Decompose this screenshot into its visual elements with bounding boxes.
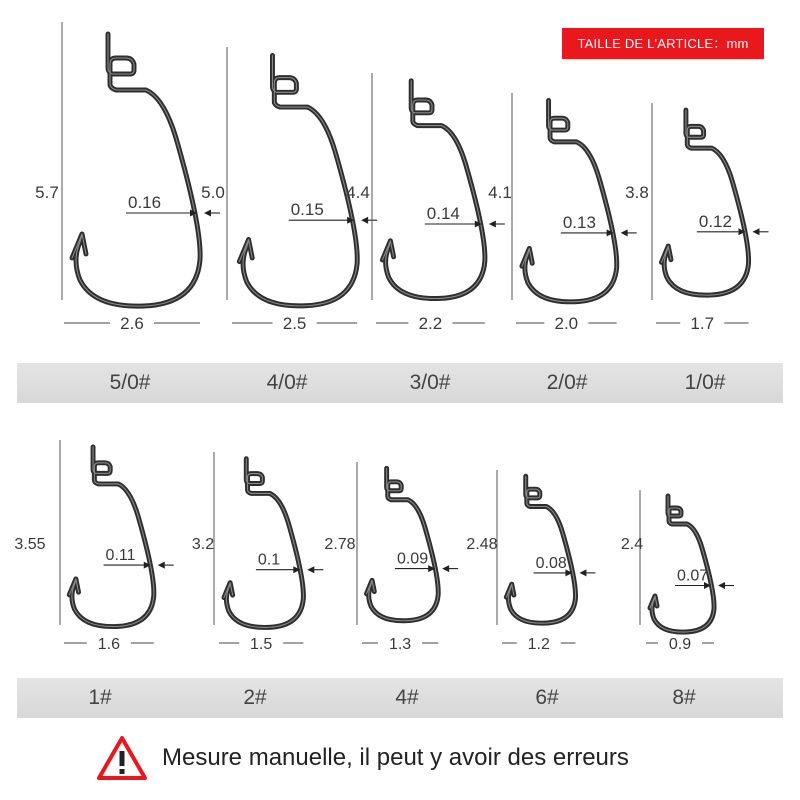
hook-size-label: 4/0# bbox=[266, 371, 308, 394]
length-label: 2.78 bbox=[324, 536, 356, 553]
gauge-label: 0.07 bbox=[677, 567, 709, 585]
gauge-label: 0.12 bbox=[698, 211, 732, 231]
hook-7 bbox=[192, 452, 323, 653]
badge-label: TAILLE DE L'ARTICLE： bbox=[577, 36, 727, 51]
hook-size-label: 8# bbox=[672, 686, 696, 709]
measurement-warning bbox=[96, 735, 736, 781]
fishing-hook-icon bbox=[224, 459, 303, 628]
hook-size-label: 6# bbox=[535, 686, 559, 709]
gap-label: 1.2 bbox=[527, 636, 550, 653]
gap-label: 1.3 bbox=[388, 636, 412, 653]
length-label: 4.1 bbox=[488, 183, 512, 202]
hook-5 bbox=[625, 103, 768, 333]
length-label: 5.7 bbox=[35, 183, 59, 202]
gap-label: 1.7 bbox=[690, 314, 715, 333]
gauge-label: 0.1 bbox=[257, 551, 281, 569]
length-label: 4.4 bbox=[346, 183, 370, 202]
hook-9 bbox=[466, 470, 595, 653]
gap-label: 2.6 bbox=[120, 314, 144, 333]
gap-label: 2.0 bbox=[554, 314, 579, 333]
length-label: 3.2 bbox=[191, 536, 215, 553]
warning-triangle-icon bbox=[96, 735, 148, 781]
fishing-hook-icon bbox=[382, 81, 485, 299]
gauge-label: 0.13 bbox=[562, 212, 596, 232]
gauge-label: 0.14 bbox=[426, 204, 460, 223]
hook-size-label: 3/0# bbox=[409, 371, 451, 394]
warning-text: Mesure manuelle, il peut y avoir des erreurs bbox=[162, 744, 629, 771]
hook-size-label: 2/0# bbox=[546, 371, 588, 394]
gap-label: 1.5 bbox=[250, 636, 273, 653]
gap-label: 2.5 bbox=[282, 314, 307, 333]
length-label: 5.0 bbox=[201, 183, 225, 202]
fishing-hook-icon bbox=[366, 468, 438, 620]
fishing-hook-icon bbox=[239, 56, 357, 306]
fishing-hook-icon bbox=[661, 110, 748, 295]
gauge-label: 0.16 bbox=[128, 193, 162, 212]
size-bar-row-1 bbox=[17, 363, 783, 403]
hook-size-label: 1/0# bbox=[684, 371, 726, 394]
hook-1 bbox=[35, 22, 220, 333]
badge-unit: mm bbox=[726, 36, 749, 51]
gauge-label: 0.15 bbox=[290, 200, 324, 220]
gap-label: 2.2 bbox=[418, 314, 443, 333]
hook-8 bbox=[324, 462, 458, 653]
hook-size-label: 1# bbox=[88, 686, 112, 709]
fishing-hook-icon bbox=[506, 476, 575, 623]
gauge-label: 0.09 bbox=[396, 550, 429, 568]
hook-4 bbox=[488, 93, 636, 333]
hook-3 bbox=[346, 73, 505, 333]
size-bar-row-2 bbox=[17, 678, 783, 718]
hook-size-label: 2# bbox=[243, 686, 267, 709]
hook-6 bbox=[14, 440, 173, 653]
length-label: 2.48 bbox=[466, 536, 498, 553]
hook-10 bbox=[621, 490, 734, 653]
gap-label: 1.6 bbox=[97, 636, 121, 653]
length-label: 3.55 bbox=[14, 536, 46, 553]
gauge-label: 0.11 bbox=[105, 547, 136, 565]
fishing-hook-icon bbox=[72, 34, 200, 306]
fishing-hook-icon bbox=[650, 496, 714, 632]
hook-size-label: 4# bbox=[395, 686, 419, 709]
fishing-hook-icon bbox=[522, 100, 617, 301]
item-size-badge bbox=[562, 28, 764, 59]
gauge-label: 0.08 bbox=[535, 554, 567, 572]
hook-size-label: 5/0# bbox=[109, 371, 151, 394]
gap-label: 0.9 bbox=[668, 636, 692, 653]
fishing-hook-icon bbox=[69, 447, 154, 627]
length-label: 2.4 bbox=[620, 536, 644, 553]
length-label: 3.8 bbox=[625, 183, 649, 202]
